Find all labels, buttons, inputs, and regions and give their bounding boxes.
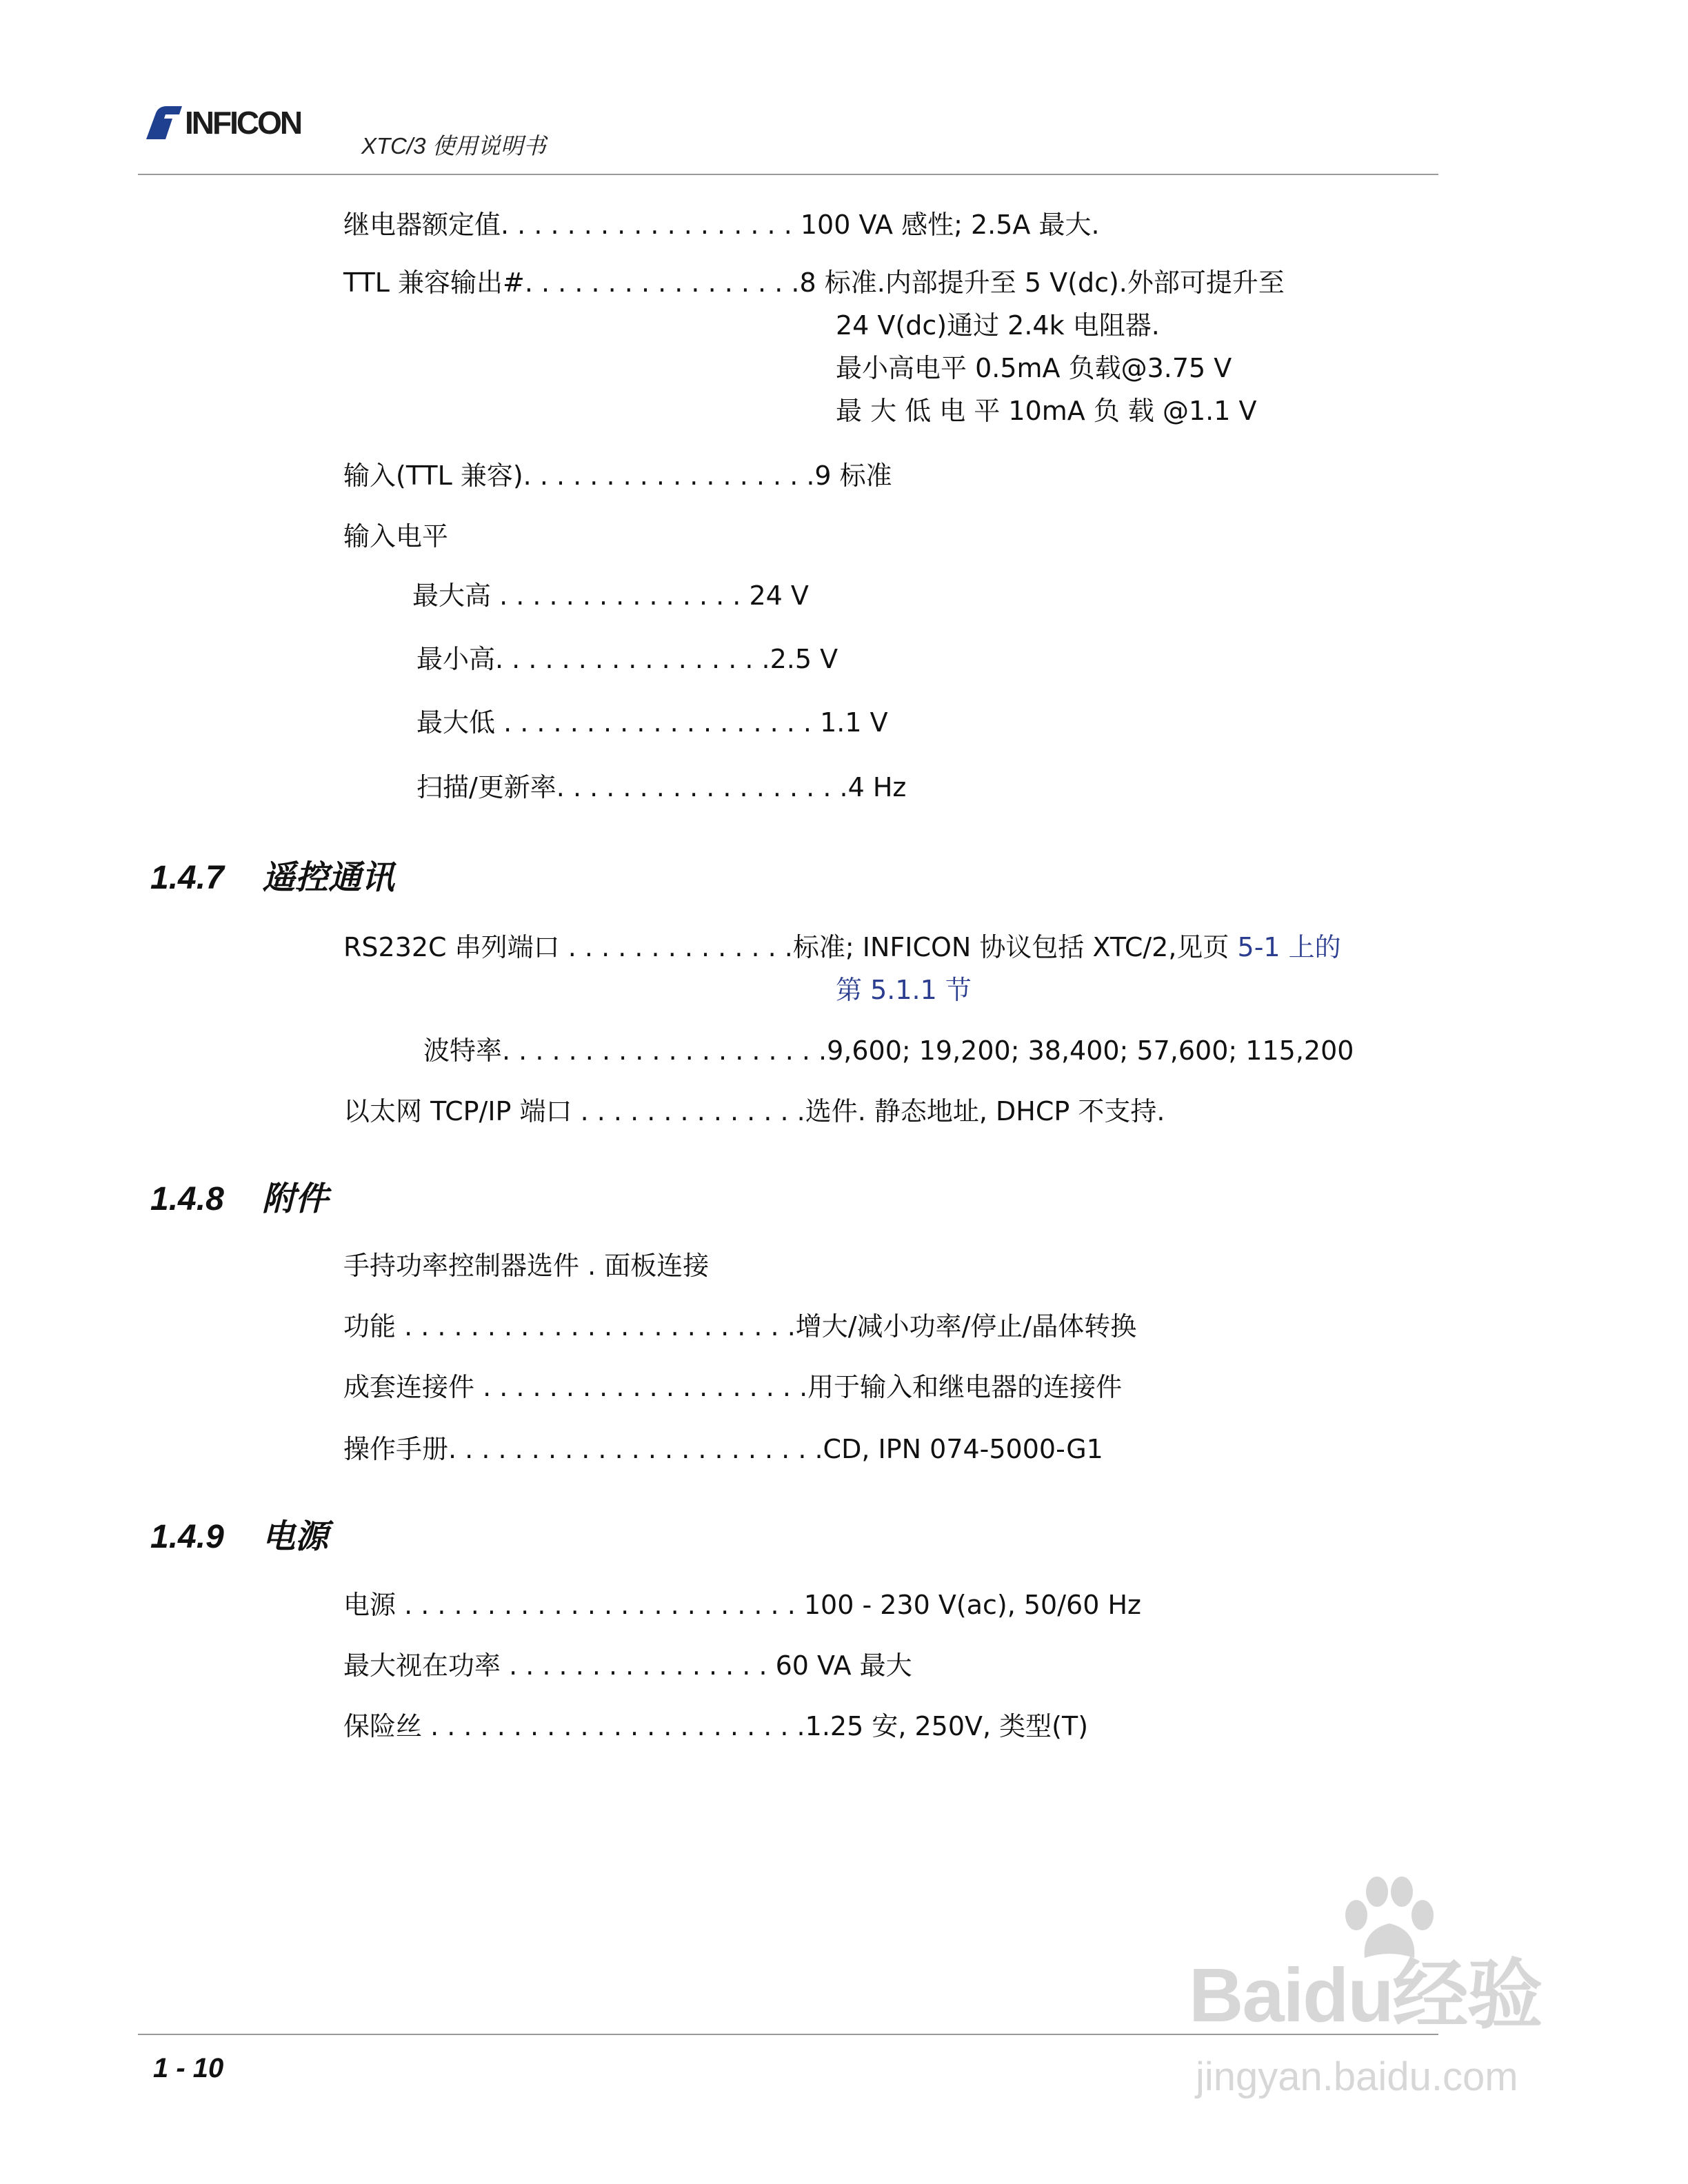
logo-text: INFICON — [185, 105, 301, 141]
rs232-text: RS232C 串列端口 . . . . . . . . . . . . . .标准; INFICON 协议包括 XTC/2,见页 — [343, 932, 1238, 962]
inficon-logo-icon — [142, 105, 183, 141]
min-high-line: 最小高. . . . . . . . . . . . . . . . .2.5 V — [416, 644, 838, 674]
relay-rating-line: 继电器额定值. . . . . . . . . . . . . . . . . . 100 VA 感性; 2.5A 最大. — [343, 210, 1100, 240]
handheld-controller-line: 手持功率控制器选件 . 面板连接 — [343, 1251, 710, 1281]
watermark-url: jingyan.baidu.com — [1196, 2054, 1518, 2099]
section-title: 附件 — [262, 1181, 329, 1217]
ttl-output-detail-2: 最小高电平 0.5mA 负载@3.75 V — [836, 353, 1232, 383]
document-title: XTC/3 使用说明书 — [361, 133, 546, 159]
input-level-label: 输入电平 — [343, 521, 449, 552]
baidu-watermark — [1189, 1875, 1575, 2137]
section-heading-1-4-9 — [150, 1517, 328, 1558]
inficon-logo — [142, 103, 342, 145]
page-number: 1 - 10 — [153, 2053, 224, 2083]
rs232-line — [343, 931, 1341, 964]
max-high-line: 最大高 . . . . . . . . . . . . . . . 24 V — [412, 580, 809, 611]
section-title: 电源 — [262, 1519, 329, 1555]
power-line: 电源 . . . . . . . . . . . . . . . . . . . . . . . . 100 - 230 V(ac), 50/60 Hz — [343, 1590, 1141, 1620]
section-heading-1-4-7 — [150, 858, 394, 899]
function-line: 功能 . . . . . . . . . . . . . . . . . . . . . . . .增大/减小功率/停止/晶体转换 — [343, 1311, 1137, 1342]
ttl-output-detail-1: 24 V(dc)通过 2.4k 电阻器. — [836, 310, 1160, 341]
section-number: 1.4.7 — [150, 860, 224, 896]
rs232-line-2 — [836, 973, 972, 1007]
section-ref-prefix: 第 — [836, 975, 871, 1005]
input-ttl-line: 输入(TTL 兼容). . . . . . . . . . . . . . . . . .9 标准 — [343, 461, 892, 491]
ttl-output-detail-3: 最 大 低 电 平 10mA 负 载 @1.1 V — [836, 396, 1257, 426]
section-heading-1-4-8 — [150, 1179, 328, 1220]
section-number: 1.4.9 — [150, 1519, 224, 1555]
section-link[interactable]: 5.1.1 — [870, 975, 937, 1005]
scan-rate-line: 扫描/更新率. . . . . . . . . . . . . . . . . .4 Hz — [416, 772, 907, 802]
connector-kit-line: 成套连接件 . . . . . . . . . . . . . . . . . . . .用于输入和继电器的连接件 — [343, 1372, 1123, 1402]
ttl-output-line: TTL 兼容输出#. . . . . . . . . . . . . . . . .8 标准.内部提升至 5 V(dc).外部可提升至 — [343, 267, 1285, 298]
section-ref-suffix: 节 — [936, 975, 972, 1005]
baud-rate-line: 波特率. . . . . . . . . . . . . . . . . . . .9,600; 19,200; 38,400; 57,600; 115,200 — [423, 1035, 1354, 1066]
fuse-line: 保险丝 . . . . . . . . . . . . . . . . . . . . . . .1.25 安, 250V, 类型(T) — [343, 1711, 1089, 1741]
rs232-text-suffix: 上的 — [1280, 932, 1341, 962]
page-link[interactable]: 5-1 — [1237, 932, 1280, 962]
max-low-line: 最大低 . . . . . . . . . . . . . . . . . . . 1.1 V — [416, 707, 888, 738]
section-number: 1.4.8 — [150, 1181, 224, 1217]
operation-manual-line: 操作手册. . . . . . . . . . . . . . . . . . . . . . .CD, IPN 074-5000-G1 — [343, 1434, 1103, 1464]
section-title: 遥控通讯 — [262, 860, 395, 896]
watermark-logo-text: Baidu经验 — [1189, 1953, 1542, 2038]
header-rule — [138, 174, 1438, 175]
max-apparent-power-line: 最大视在功率 . . . . . . . . . . . . . . . . 60 VA 最大 — [343, 1650, 912, 1681]
ethernet-line: 以太网 TCP/IP 端口 . . . . . . . . . . . . . .选件. 静态地址, DHCP 不支持. — [343, 1096, 1165, 1126]
